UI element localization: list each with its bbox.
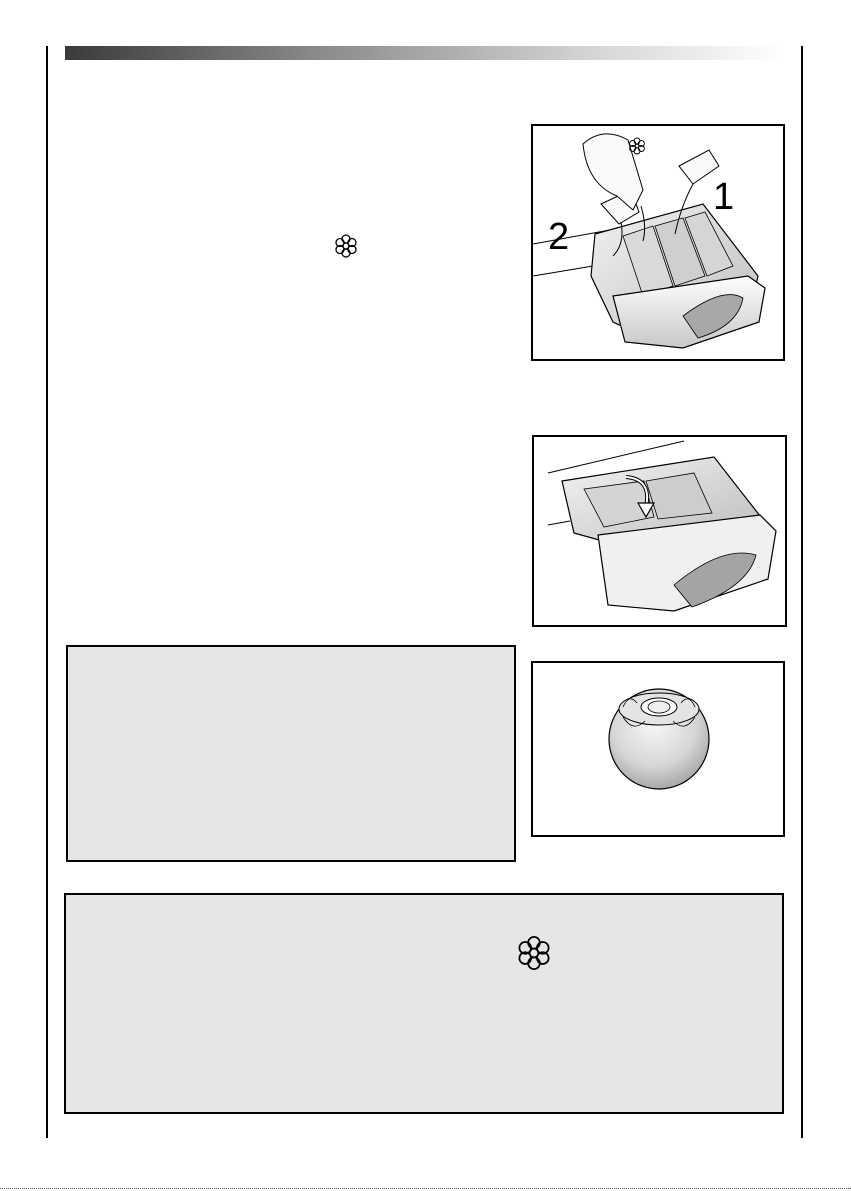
figure-siphon-insert bbox=[532, 435, 787, 627]
page-bottom-edge bbox=[0, 1188, 851, 1189]
siphon-insert-illustration bbox=[534, 437, 785, 625]
figure-dispenser-filling bbox=[531, 124, 785, 361]
right-margin-rule bbox=[801, 46, 803, 1138]
dosing-ball-icon bbox=[533, 663, 783, 835]
compartment-label-1: 1 bbox=[713, 176, 735, 218]
flower-softener-icon bbox=[333, 233, 359, 259]
note-box-dosing bbox=[66, 645, 516, 862]
dispenser-filling-illustration bbox=[533, 126, 783, 359]
note-box-softener bbox=[64, 893, 784, 1114]
section-header-bar bbox=[65, 46, 785, 60]
compartment-label-2: 2 bbox=[548, 216, 570, 258]
figure-dosing-ball bbox=[531, 661, 785, 837]
flower-softener-icon bbox=[515, 934, 553, 972]
left-margin-rule bbox=[46, 46, 48, 1138]
arrow-down-icon bbox=[622, 473, 662, 523]
